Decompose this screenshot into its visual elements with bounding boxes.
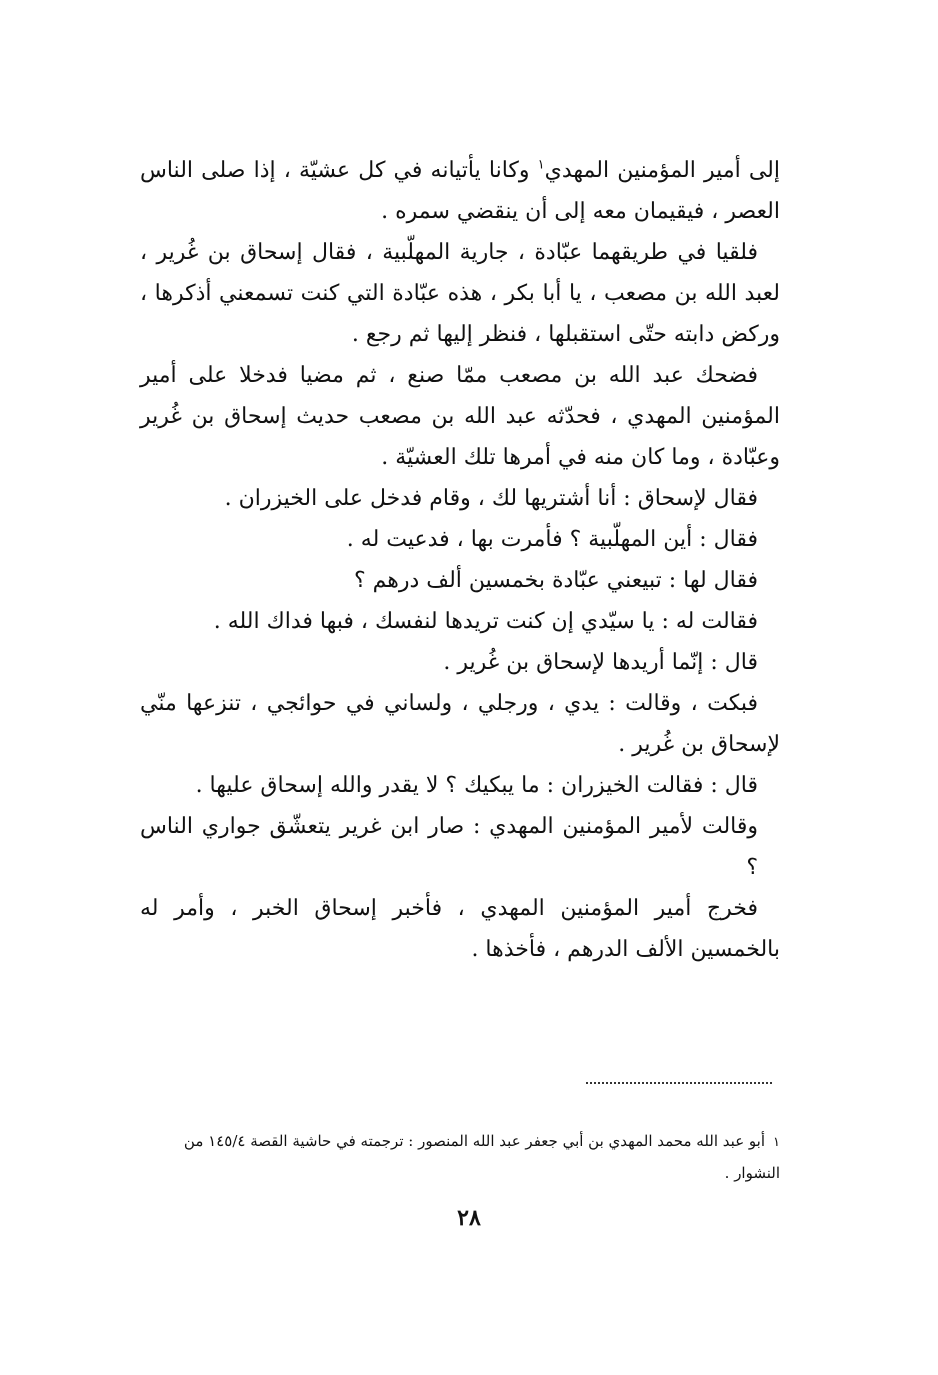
paragraph-7: فقالت له : يا سيّدي إن كنت تريدها لنفسك ، فبها فداك الله . [213,609,758,634]
paragraph-5: فقال : أين المهلّبية ؟ فأمرت بها ، فدعيت له . [346,527,758,552]
paragraph-2: فلقيا في طريقهما عبّادة ، جارية المهلّبية ، فقال إسحاق بن غُرير ، لعبد الله بن مصعب ، يا أبا بكر ، هذه عبّادة التي كنت تسمعني أذكرها ، وركض دابته حتّى استقبلها ، فنظر إليها ثم رجع . [140,240,780,347]
footnote [140,1126,780,1188]
paragraph-6: فقال لها : تبيعني عبّادة بخمسين ألف درهم ؟ [353,568,758,593]
footnote-divider [586,1082,772,1084]
page-number: ٢٨ [457,1205,481,1231]
paragraph-11: وقالت لأمير المؤمنين المهدي : صار ابن غرير يتعشّق جواري الناس ؟ [140,814,758,880]
main-text [140,150,780,970]
paragraph-4: فقال لإسحاق : أنا أشتريها لك ، وقام فدخل على الخيزران . [224,486,758,511]
paragraph-1: إلى أمير المؤمنين المهدي$^١$ وكانا يأتيانه في كل عشيّة ، إذا صلى الناس العصر ، فيقيمان معه إلى أن ينقضي سمره . [140,157,780,224]
paragraph-12: فخرج أمير المؤمنين المهدي ، فأخبر إسحاق الخبر ، وأمر له بالخمسين الألف الدرهم ، فأخذها . [140,896,780,962]
footnote-text-line [140,1126,780,1188]
footnote-text: أبو عبد الله محمد المهدي بن أبي جعفر عبد الله المنصور : ترجمته في حاشية القصة ١٤٥/٤ من النشوار . [183,1132,780,1182]
footnote-reference[interactable]: ١ [537,157,545,173]
paragraph-9: فبكت ، وقالت : يدي ، ورجلي ، ولساني في حوائجي ، تنزعها منّي لإسحاق بن غُرير . [140,691,780,757]
paragraph-8: قال : إنّما أريدها لإسحاق بن غُرير . [443,650,758,675]
footnote-number: ١ [773,1135,780,1150]
paragraph-3: فضحك عبد الله بن مصعب ممّا صنع ، ثم مضيا فدخلا على أمير المؤمنين المهدي ، فحدّثه عبد الله بن مصعب حديث إسحاق بن غُرير وعبّادة ، وما كان منه في أمرها تلك العشيّة . [140,363,780,470]
paragraph-10: قال : فقالت الخيزران : ما يبكيك ؟ لا يقدر والله إسحاق عليها . [195,773,758,798]
